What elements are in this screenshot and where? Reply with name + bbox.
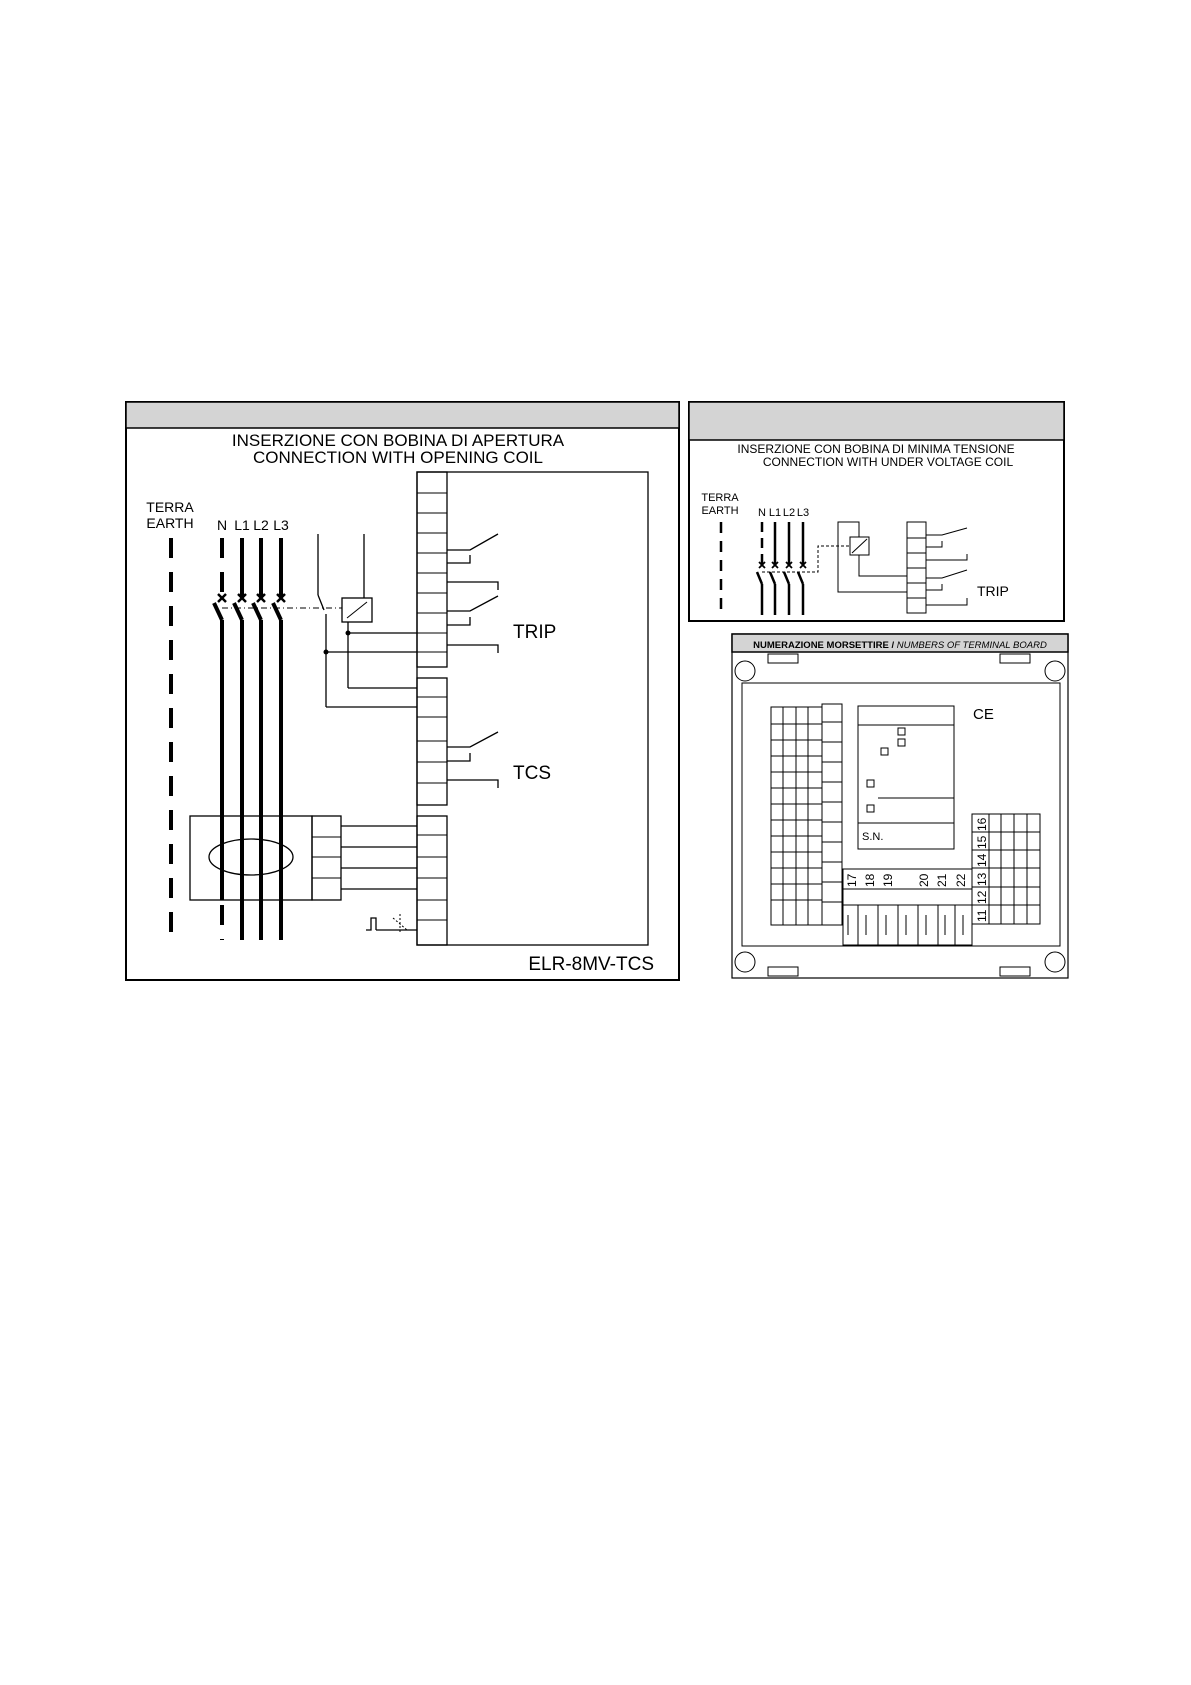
terminal-number: 16: [975, 817, 989, 831]
terminal-number: 19: [881, 873, 895, 887]
serial-label: S.N.: [862, 831, 884, 843]
ce-mark-icon: CE: [973, 706, 994, 723]
terminal-board-panel: [732, 634, 1068, 978]
earth-label-en: EARTH: [146, 515, 194, 531]
earth-label-it: TERRA: [701, 492, 739, 504]
panel-title-it: INSERZIONE CON BOBINA DI APERTURA: [231, 431, 565, 450]
panel-header-bar: [689, 402, 1064, 440]
tcs-label: TCS: [513, 763, 551, 784]
terminal-number: 15: [975, 835, 989, 849]
terminal-number: 13: [975, 872, 989, 886]
terminal-number: 14: [975, 853, 989, 867]
panel-frame: [732, 634, 1068, 978]
terminal-number: 12: [975, 890, 989, 904]
line-label-l1: L1: [768, 507, 782, 519]
terminal-number: 17: [845, 873, 859, 887]
line-label-n: N: [216, 517, 228, 533]
panel-title-en: CONNECTION WITH OPENING COIL: [253, 448, 543, 467]
terminal-number: 18: [863, 873, 877, 887]
line-label-l2: L2: [782, 507, 796, 519]
line-label-l3: L3: [273, 517, 289, 533]
model-label: ELR-8MV-TCS: [528, 954, 654, 975]
line-label-l1: L1: [234, 517, 250, 533]
terminal-number: 20: [917, 873, 931, 887]
panel-title: NUMERAZIONE MORSETTIRE / NUMBERS OF TERMINAL BOARD: [753, 640, 1047, 651]
panel-title-it: INSERZIONE CON BOBINA DI MINIMA TENSIONE: [737, 442, 1015, 456]
line-label-n: N: [758, 507, 766, 519]
panel-header-bar: [126, 402, 679, 428]
earth-label-it: TERRA: [146, 499, 194, 515]
under-voltage-panel: [689, 402, 1064, 621]
line-label-l3: L3: [796, 507, 810, 519]
trip-label: TRIP: [513, 622, 557, 643]
opening-coil-panel: [126, 402, 679, 980]
panel-title-en: CONNECTION WITH UNDER VOLTAGE COIL: [762, 455, 1014, 469]
line-label-l2: L2: [253, 517, 269, 533]
terminal-number: 22: [954, 873, 968, 887]
terminal-number: 11: [975, 909, 989, 922]
trip-label: TRIP: [977, 583, 1009, 599]
terminal-number: 21: [935, 873, 949, 887]
panel-frame: [126, 402, 679, 980]
earth-label-en: EARTH: [701, 505, 739, 517]
